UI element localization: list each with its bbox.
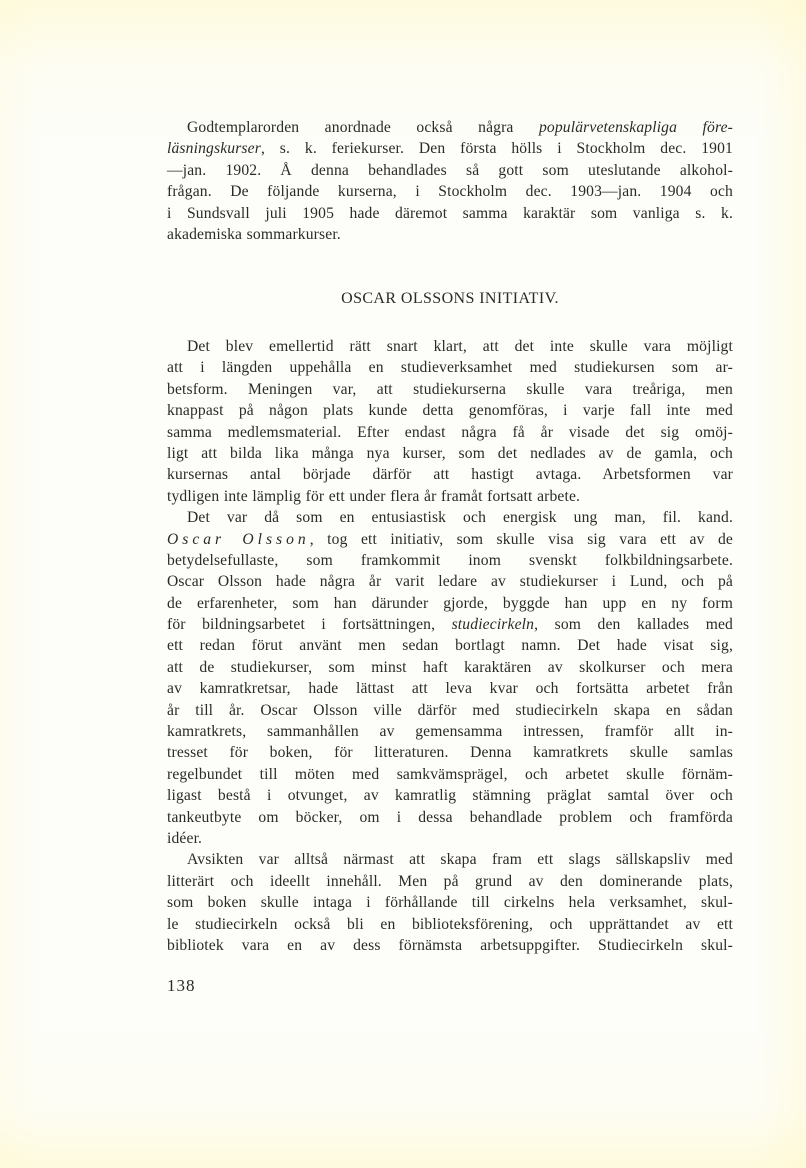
text-run: Godtemplarorden anordnade också några [187,119,539,136]
section-body [167,336,733,956]
text-line: Det var då som en entusiastisk och energisk ung man, fil. kand. [187,509,733,527]
text-line: regelbundet till möten med samkvämsprägel, och arbetet skulle förnäm- [167,765,733,783]
text-line: Avsikten var alltså närmast att skapa fram ett slags sällskapsliv med [187,851,733,869]
text-line: tankeutbyte om böcker, om i dessa behandlade problem och framförda [167,808,733,826]
text-line: le studiecirkeln också bli en biblioteksförening, och upprättandet av ett [167,915,733,933]
text-line: samma medlemsmaterial. Efter endast några få år visade det sig omöj- [167,423,733,441]
text-line [167,117,733,138]
text-line [167,138,733,159]
text-run: , s. k. feriekurser. Den första hölls i Stockholm dec. 1901 [260,140,733,158]
text-line [167,614,733,635]
text-line: i Sundsvall juli 1905 hade däremot samma karaktär som vanliga s. k. [167,204,733,222]
text-line: betydelsefullaste, som framkommit inom svenskt folkbildningsarbete. [167,551,733,569]
text-line: kursernas antal började därför att hastigt avtaga. Arbetsformen var [167,466,733,484]
text-line: idéer. [167,829,203,847]
text-line: —jan. 1902. Å denna behandlades så gott som uteslutande alkohol- [167,161,733,179]
text-line: de erfarenheter, som han därunder gjorde, byggde han upp en ny form [167,594,733,612]
italic-term: studiecirkeln [451,616,535,634]
text-line: betsform. Meningen var, att studiekurserna skulle vara treåriga, men [167,380,733,398]
intro-paragraph [167,117,733,245]
text-line: Oscar Olsson hade några år varit ledare av studiekurser i Lund, och på [167,573,733,591]
text-line: år till år. Oscar Olsson ville därför med studiecirkeln skapa en sådan [167,701,733,719]
text-line: av kamratkretsar, hade lättast att leva kvar och fortsätta arbetet från [167,680,733,698]
text-line: att i längden uppehålla en studieverksamhet med studiekursen som ar- [167,359,733,377]
text-line: ett redan förut använt men sedan bortlagt namn. Det hade visat sig, [167,637,733,655]
text-line: litterärt och ideellt innehåll. Men på grund av den dominerande plats, [167,872,733,890]
text-line: att de studiekurser, som minst haft karaktären av skolkurser och mera [167,658,733,676]
text-line: Det blev emellertid rätt snart klart, att det inte skulle vara möjligt [187,338,733,355]
text-line: ligt att bilda lika många nya kurser, som det nedlades av de gamla, och [167,444,733,462]
section-heading: OSCAR OLSSONS INITIATIV. [341,290,559,307]
text-line: som boken skulle intaga i förhållande till cirkelns hela verksamhet, skul- [167,894,733,912]
italic-term: läsningskurser [167,140,261,158]
text-line: frågan. De följande kurserna, i Stockholm dec. 1903—jan. 1904 och [167,183,733,201]
italic-term: populärvetenskapliga före- [538,119,734,136]
text-run: för bildningsarbetet i fortsättningen, [167,616,452,634]
text-line: ligast bestå i otvunget, av kamratlig stämning präglat samtal över och [167,787,733,805]
person-name: Oscar Olsson [167,530,310,548]
text-line: tresset för boken, för litteraturen. Denna kamratkrets skulle samlas [167,744,733,762]
text-run: , som den kallades med [534,616,733,634]
text-line: kamratkrets, sammanhållen av gemensamma intressen, framför allt in- [167,723,733,741]
text-line: bibliotek vara en av dess förnämsta arbetsuppgifter. Studiecirkeln skul- [167,936,733,954]
text-run: , tog ett initiativ, som skulle visa sig vara ett av de [309,530,733,548]
text-line: akademiska sommarkurser. [167,225,341,243]
page-number: 138 [167,976,196,995]
text-line: tydligen inte lämplig för ett under flera år framåt fortsatt arbete. [167,487,581,505]
text-line: knappast på någon plats kunde detta genomföras, i varje fall inte med [167,402,733,420]
text-line [167,529,733,550]
